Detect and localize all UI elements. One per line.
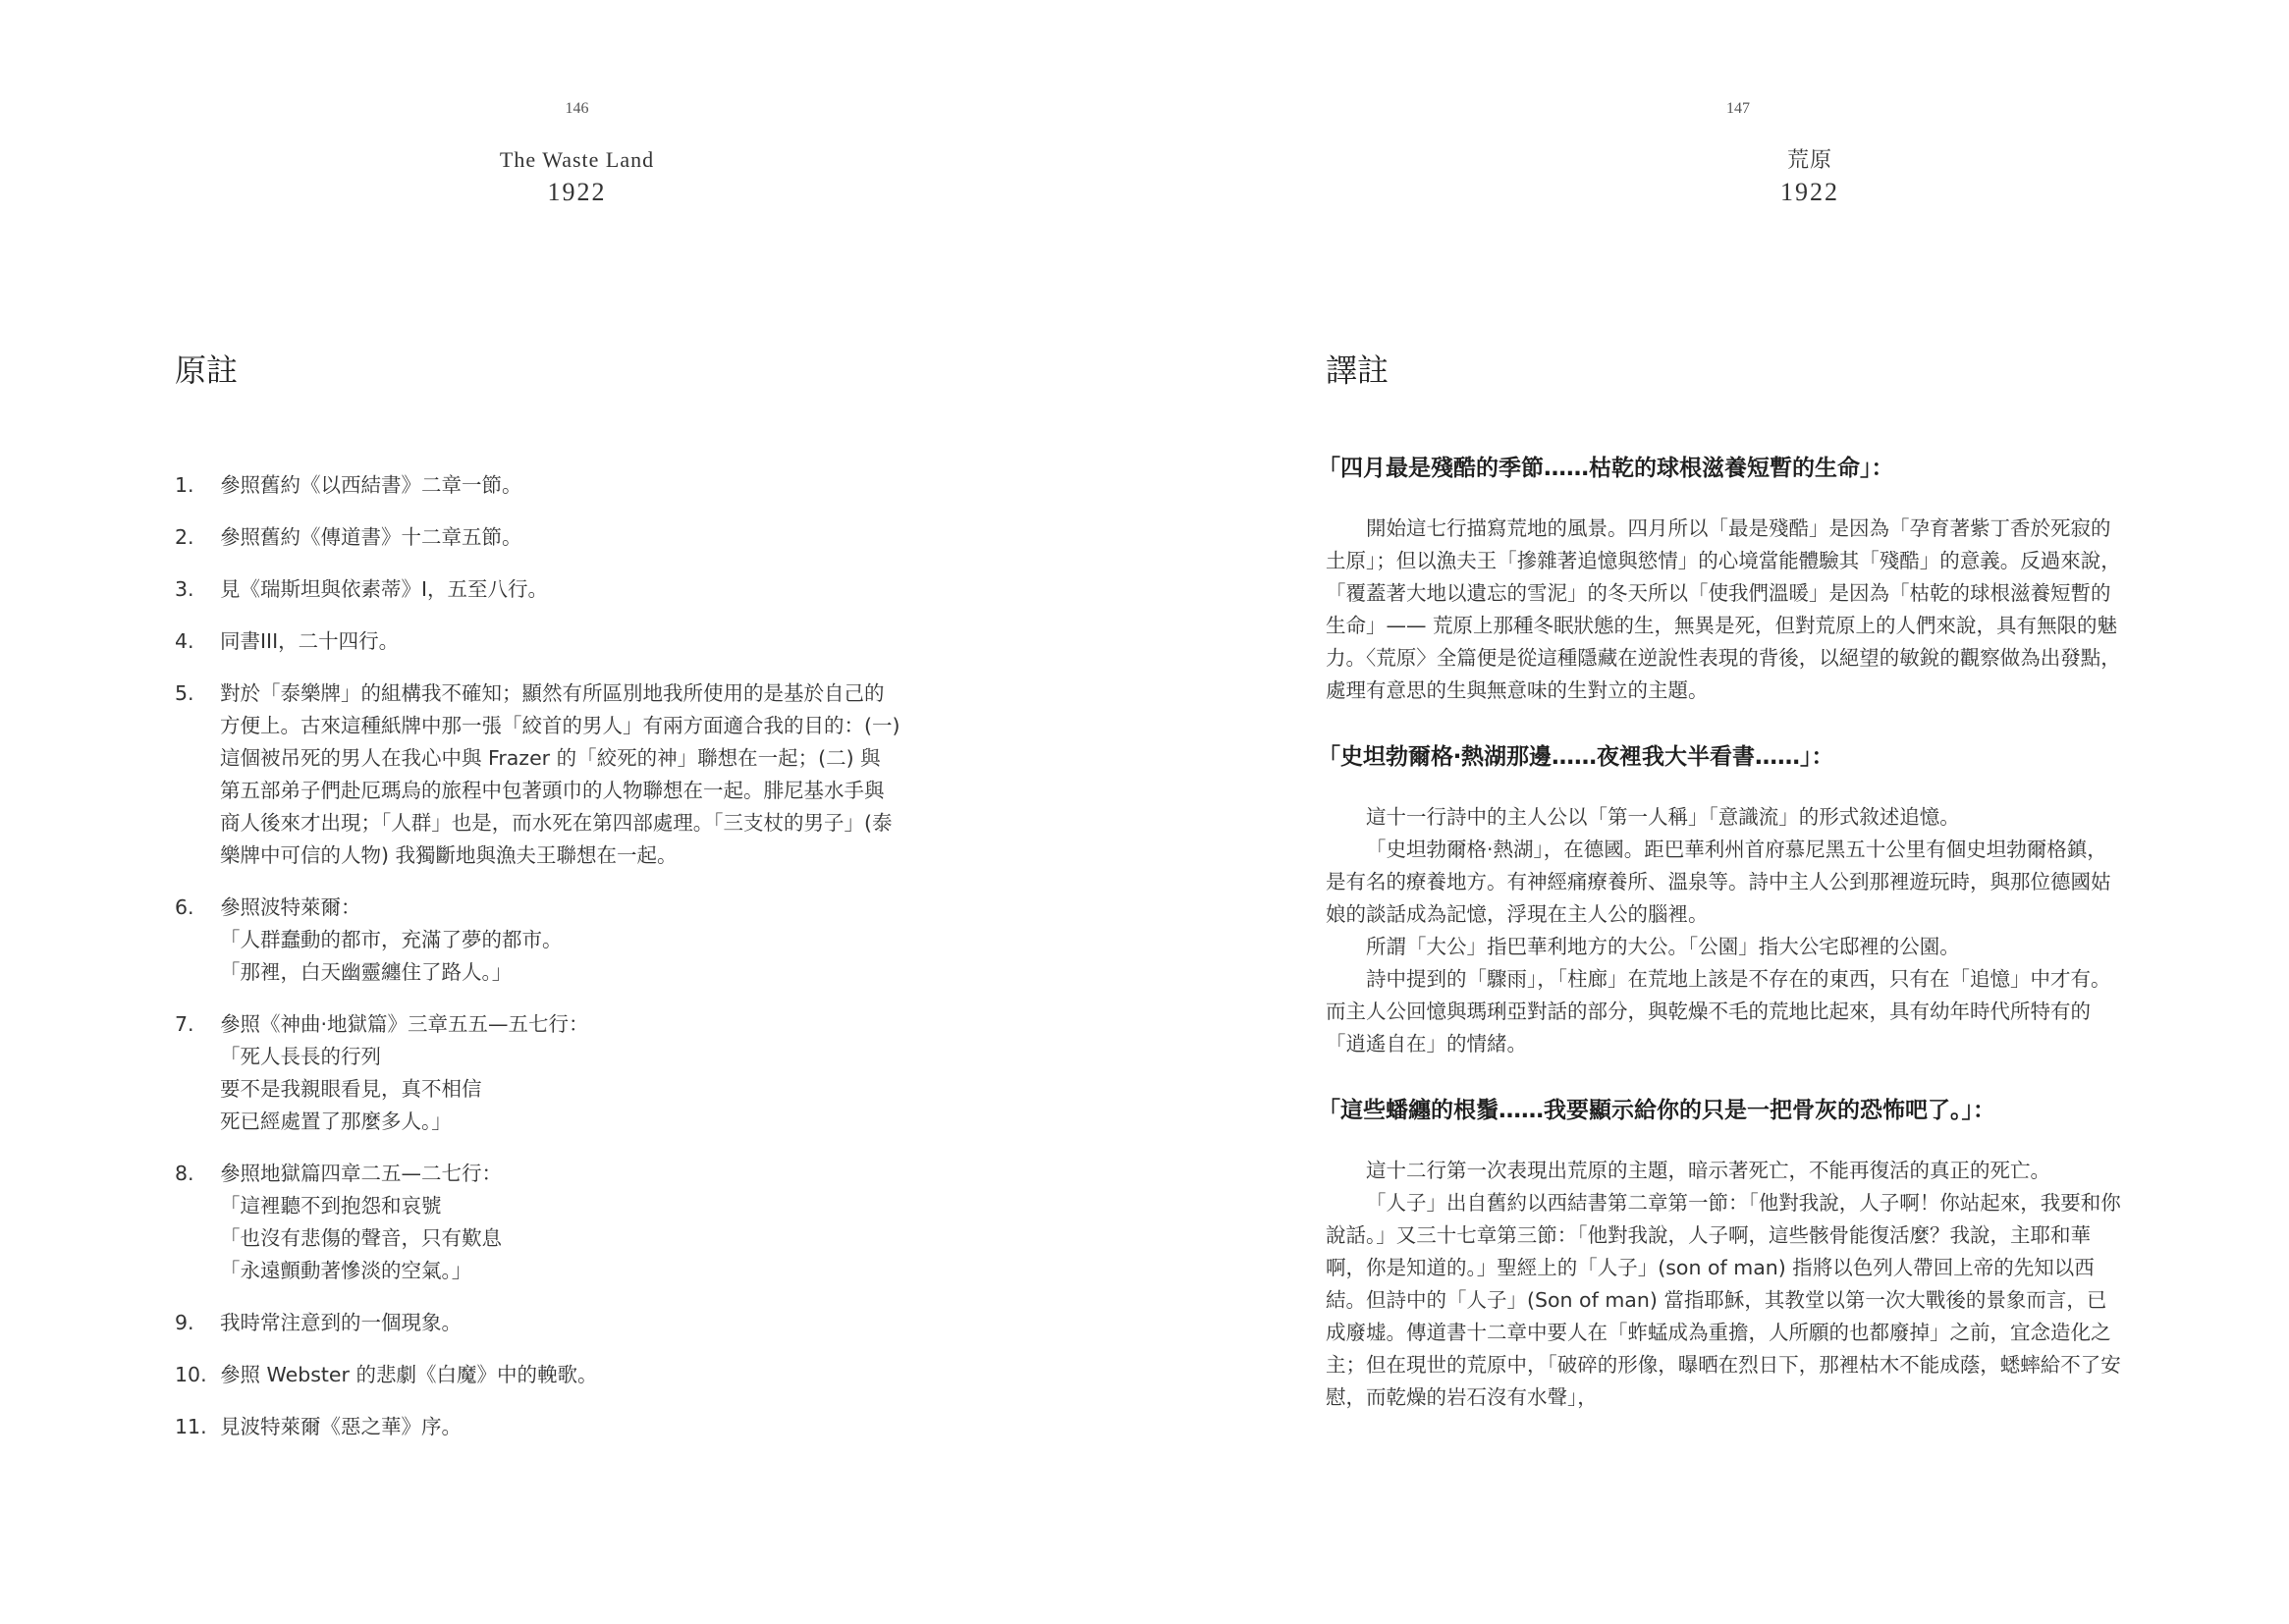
note-line: 參照《神曲‧地獄篇》三章五五—五七行： — [220, 1012, 589, 1036]
note-line: 「死人長長的行列 — [220, 1045, 381, 1068]
note-line: 對於「泰樂牌」的組構我不確知；顯然有所區別地我所使用的是基於自己的 — [220, 681, 885, 705]
running-year: 1922 — [547, 178, 607, 206]
note-number: 3. — [175, 577, 194, 601]
note-item — [175, 677, 1000, 872]
commentary-paragraph: 這十一行詩中的主人公以「第一人稱」「意識流」的形式敘述追憶。 — [1366, 805, 1960, 829]
note-number: 8. — [175, 1162, 194, 1185]
commentary — [1318, 452, 2121, 1447]
page-number: 147 — [1726, 100, 1750, 117]
page-number: 146 — [565, 100, 589, 117]
note-number: 10. — [175, 1363, 207, 1386]
commentary-paragraph: 這十二行第一次表現出荒原的主題，暗示著死亡，不能再復活的真正的死亡。 — [1366, 1159, 2050, 1182]
commentary-paragraph: 「史坦勃爾格‧熱湖」，在德國。距巴華利州首府慕尼黑五十公里有個史坦勃爾格鎮，是有名的療養地方。有神經痛療養所、溫泉等。詩中主人公到那裡遊玩時，與那位德國姑娘的談話成為記憶，浮現在主人公的腦裡。 — [1326, 838, 2111, 926]
commentary-block — [1318, 740, 2121, 1060]
note-line: 「永遠顫動著慘淡的空氣。」 — [220, 1259, 472, 1282]
commentary-paragraph: 「人子」出自舊約以西結書第二章第一節：「他對我說，人子啊！你站起來，我要和你說話。」又三十七章第三節：「他對我說，人子啊，這些骸骨能復活麼？我說，主耶和華啊，你是知道的。」聖經上的「人子」(son of man) 指將以色列人帶回上帝的先知以西結。但詩中的「人子」(Son of man) 當指耶穌，其教堂以第一次大戰後的景象而言，已成廢墟。傳道書十二章中要人在「蚱蜢成為重擔，人所願的也都廢掉」之前，宜念造化之主；但在現世的荒原中，「破碎的形像，曝晒在烈日下，那裡枯木不能成蔭，蟋蟀給不了安慰，而乾燥的岩石沒有水聲」， — [1326, 1191, 2121, 1409]
note-line: 「這裡聽不到抱怨和哀號 — [220, 1194, 442, 1218]
commentary-paragraph: 詩中提到的「驟雨」，「柱廊」在荒地上該是不存在的東西，只有在「追憶」中才有。而主人公回憶與瑪琍亞對話的部分，與乾燥不毛的荒地比起來，具有幼年時代所特有的「逍遙自在」的情緒。 — [1326, 967, 2111, 1056]
note-line: 參照舊約《以西結書》二章一節。 — [220, 473, 522, 497]
note-line: 「也沒有悲傷的聲音，只有歎息 — [220, 1226, 502, 1250]
section-title: 譯註 — [1326, 352, 1390, 389]
note-item — [175, 625, 1000, 658]
note-number: 7. — [175, 1012, 194, 1036]
note-item — [175, 573, 1000, 606]
note-item — [175, 469, 1000, 502]
commentary-paragraph: 所謂「大公」指巴華利地方的大公。「公園」指大公宅邸裡的公園。 — [1366, 935, 1960, 958]
section-title: 原註 — [175, 352, 239, 389]
note-line: 我時常注意到的一個現象。 — [220, 1311, 462, 1334]
note-line: 死已經處置了那麼多人。」 — [220, 1110, 452, 1133]
note-line: 見波特萊爾《惡之華》序。 — [220, 1415, 462, 1438]
note-number: 9. — [175, 1311, 194, 1334]
note-line: 「人群蠢動的都市，充滿了夢的都市。 — [220, 928, 563, 951]
note-line: 參照地獄篇四章二五—二七行： — [220, 1162, 502, 1185]
note-number: 4. — [175, 629, 194, 653]
note-line: 要不是我親眼看見，真不相信 — [220, 1077, 482, 1101]
note-line: 參照 Webster 的悲劇《白魔》中的輓歌。 — [220, 1363, 598, 1386]
running-title: 荒原 — [1786, 147, 1832, 172]
commentary-heading: 「史坦勃爾格‧熱湖那邊……夜裡我大半看書……」： — [1318, 744, 1834, 770]
note-item — [175, 1307, 1000, 1339]
note-item — [175, 892, 1000, 989]
note-item — [175, 1359, 1000, 1391]
commentary-paragraph: 開始這七行描寫荒地的風景。四月所以「最是殘酷」是因為「孕育著紫丁香於死寂的土原」；但以漁夫王「摻雜著追憶與慾情」的心境當能體驗其「殘酷」的意義。反過來說，「覆蓋著大地以遺忘的雪泥」的冬天所以「使我們溫暖」是因為「枯乾的球根滋養短暫的生命」—— 荒原上那種冬眠狀態的生，無異是死，但對荒原上的人們來說，具有無限的魅力。〈荒原〉全篇便是從這種隱藏在逆說性表現的背後，以絕望的敏銳的觀察做為出發點，處理有意思的生與無意味的生對立的主題。 — [1326, 516, 2121, 702]
note-line: 「那裡，白天幽靈纏住了路人。」 — [220, 960, 513, 984]
running-year: 1922 — [1780, 178, 1839, 206]
note-number: 6. — [175, 895, 194, 919]
note-item — [175, 1411, 1000, 1443]
running-header — [0, 143, 1154, 208]
note-item — [175, 521, 1000, 554]
commentary-heading: 「這些蟠纏的根鬚……我要顯示給你的只是一把骨灰的恐怖吧了。」： — [1318, 1098, 1995, 1123]
note-item — [175, 1008, 1000, 1138]
note-line: 樂牌中可信的人物) 我獨斷地與漁夫王聯想在一起。 — [220, 843, 678, 867]
note-number: 11. — [175, 1415, 207, 1438]
note-number: 5. — [175, 681, 194, 705]
note-line: 商人後來才出現；「人群」也是，而水死在第四部處理。「三支杖的男子」(泰 — [220, 811, 893, 835]
note-number: 2. — [175, 525, 194, 549]
note-number: 1. — [175, 473, 194, 497]
commentary-block — [1318, 452, 2121, 707]
left-page — [0, 0, 1144, 1624]
note-line: 見《瑞斯坦與依素蒂》I，五至八行。 — [220, 577, 549, 601]
note-line: 第五部弟子們赴厄瑪烏的旅程中包著頭巾的人物聯想在一起。腓尼基水手與 — [220, 779, 885, 802]
note-line: 參照波特萊爾： — [220, 895, 361, 919]
note-item — [175, 1158, 1000, 1287]
commentary-block — [1318, 1094, 2121, 1414]
note-line: 參照舊約《傳道書》十二章五節。 — [220, 525, 522, 549]
notes-list — [175, 469, 1000, 1463]
commentary-heading: 「四月最是殘酷的季節……枯乾的球根滋養短暫的生命」： — [1318, 456, 1894, 481]
note-line: 這個被吊死的男人在我心中與 Frazer 的「絞死的神」聯想在一起；(二) 與 — [220, 746, 881, 770]
note-line: 方便上。古來這種紙牌中那一張「絞首的男人」有兩方面適合我的目的：(一) — [220, 714, 900, 737]
running-header — [1628, 143, 1991, 208]
running-title: The Waste Land — [499, 147, 655, 172]
note-line: 同書III，二十四行。 — [220, 629, 400, 653]
